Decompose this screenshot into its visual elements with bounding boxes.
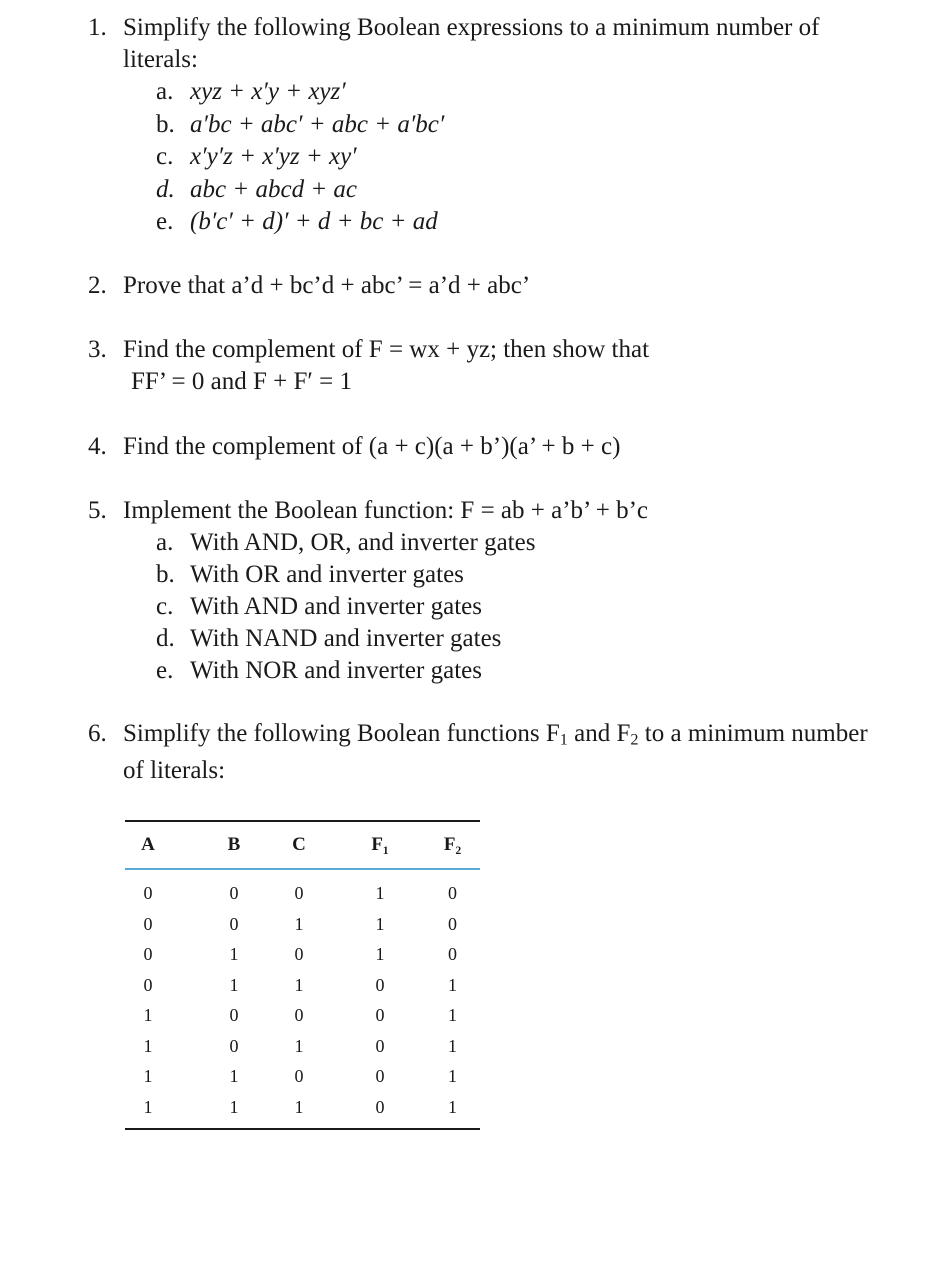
table-cell: 1 <box>143 1035 153 1056</box>
question-number: 3. <box>88 336 107 363</box>
sub-item-label: d. <box>156 625 175 652</box>
table-cell: 1 <box>143 1096 153 1117</box>
question-text <box>123 718 908 755</box>
boolean-expression: xyz + x′y + xyz′ <box>190 78 346 105</box>
sub-item-a <box>88 527 908 559</box>
table-cell: 1 <box>375 944 385 965</box>
table-cell: 0 <box>375 1096 385 1117</box>
sub-item-label: e. <box>156 208 174 235</box>
question-text: Find the complement of F = wx + yz; then show that <box>123 336 650 363</box>
question-6 <box>88 718 908 787</box>
table-cell: 1 <box>294 974 304 995</box>
sub-item-label: e. <box>156 657 174 684</box>
question-text-continued: of literals: <box>123 757 226 785</box>
sub-item-label: d. <box>156 175 175 203</box>
question-number: 1. <box>88 14 107 41</box>
question-number: 5. <box>88 497 107 524</box>
boolean-expression: x′y′z + x′yz + xy′ <box>190 143 357 170</box>
question-4 <box>88 431 908 463</box>
table-cell: 0 <box>294 1005 304 1026</box>
table-cell: 1 <box>375 883 385 904</box>
header-f1: F₁ <box>371 834 389 855</box>
table-cell: 0 <box>448 913 457 934</box>
sub-item-d <box>88 623 908 655</box>
table-cell: 0 <box>143 944 153 965</box>
boolean-expression: (b′c′ + d)′ + d + bc + ad <box>190 208 438 235</box>
table-cell: 1 <box>448 1005 457 1026</box>
question-text: Prove that a’d + bc’d + abc’ = a’d + abc’ <box>123 272 531 299</box>
sub-item-c <box>88 591 908 623</box>
header-c: C <box>292 834 306 855</box>
question-number: 6. <box>88 720 107 747</box>
sub-item-text: With NAND and inverter gates <box>190 625 502 652</box>
table-cell: 0 <box>375 1066 385 1087</box>
table-cell: 1 <box>229 974 239 995</box>
table-row <box>125 909 480 940</box>
question-5 <box>88 495 908 687</box>
header-a: A <box>141 834 155 855</box>
boolean-expression: abc + abcd + ac <box>190 175 358 203</box>
sub-item-text: With AND and inverter gates <box>190 593 482 620</box>
table-row <box>125 1000 480 1031</box>
table-cell: 1 <box>229 944 239 965</box>
sub-item-a <box>88 76 908 109</box>
question-number: 2. <box>88 272 107 299</box>
table-cell: 0 <box>448 944 457 965</box>
table-row <box>125 878 480 909</box>
table-cell: 0 <box>143 913 153 934</box>
table-cell: 0 <box>375 1005 385 1026</box>
sub-item-label: a. <box>156 78 174 105</box>
sub-item-text: With AND, OR, and inverter gates <box>190 529 536 556</box>
table-cell: 1 <box>294 1096 304 1117</box>
table-cell: 1 <box>448 974 457 995</box>
table-cell: 0 <box>143 974 153 995</box>
sub-item-label: c. <box>156 143 174 170</box>
sub-item-b <box>88 559 908 591</box>
question-text-part: and F <box>567 720 631 747</box>
subscript: 1 <box>559 730 568 749</box>
sub-item-b <box>88 109 908 142</box>
table-cell: 0 <box>229 883 239 904</box>
table-bottom-rule <box>125 1128 480 1130</box>
question-text: Implement the Boolean function: F = ab + a’b’ + b’c <box>123 497 649 524</box>
boolean-expression: a′bc + abc′ + abc + a′bc′ <box>190 110 445 138</box>
table-cell: 0 <box>294 944 304 965</box>
question-text-continued: FF’ = 0 and F + F′ = 1 <box>131 368 352 395</box>
table-cell: 0 <box>143 883 153 904</box>
table-body <box>125 870 480 1128</box>
header-f2: F₂ <box>443 834 462 855</box>
sub-item-text: With OR and inverter gates <box>190 561 464 588</box>
table-cell: 0 <box>375 1035 385 1056</box>
table-cell: 1 <box>448 1096 457 1117</box>
sub-item-label: b. <box>156 110 175 138</box>
table-cell: 0 <box>448 883 457 904</box>
sub-item-d <box>88 174 908 207</box>
table-cell: 1 <box>229 1096 239 1117</box>
table-row <box>125 1092 480 1123</box>
table-cell: 0 <box>294 1066 304 1087</box>
table-cell: 0 <box>229 1035 239 1056</box>
question-text-part: Simplify the following Boolean functions F <box>123 720 560 747</box>
table-cell: 1 <box>294 913 304 934</box>
table-cell: 1 <box>229 1066 239 1087</box>
table-cell: 0 <box>294 883 304 904</box>
sub-item-text: With NOR and inverter gates <box>190 657 482 684</box>
question-text-continued: literals: <box>123 46 198 73</box>
table-row <box>125 939 480 970</box>
truth-table <box>125 820 480 1130</box>
table-row <box>125 1061 480 1092</box>
table-row <box>125 970 480 1001</box>
table-cell: 0 <box>375 974 385 995</box>
table-cell: 0 <box>229 1005 239 1026</box>
sub-item-c <box>88 141 908 174</box>
sub-item-label: a. <box>156 529 174 556</box>
table-cell: 1 <box>448 1066 457 1087</box>
question-2 <box>88 270 908 302</box>
sub-item-label: b. <box>156 561 175 588</box>
sub-item-e <box>88 206 908 239</box>
question-text: Find the complement of (a + c)(a + b’)(a’ + b + c) <box>123 433 621 460</box>
question-text: Simplify the following Boolean expressions to a minimum number of <box>123 14 820 41</box>
question-1 <box>88 12 908 239</box>
table-cell: 1 <box>448 1035 457 1056</box>
table-row <box>125 1031 480 1062</box>
sub-item-label: c. <box>156 593 174 620</box>
header-b: B <box>227 834 241 855</box>
table-cell: 0 <box>229 913 239 934</box>
table-header-row <box>125 822 480 868</box>
table-cell: 1 <box>143 1066 153 1087</box>
question-number: 4. <box>88 433 107 460</box>
table-cell: 1 <box>143 1005 153 1026</box>
table-cell: 1 <box>375 913 385 934</box>
subscript: 2 <box>630 730 639 749</box>
question-3 <box>88 334 908 398</box>
table-cell: 1 <box>294 1035 304 1056</box>
question-text-part: to a minimum number <box>638 720 868 747</box>
sub-item-e <box>88 655 908 687</box>
